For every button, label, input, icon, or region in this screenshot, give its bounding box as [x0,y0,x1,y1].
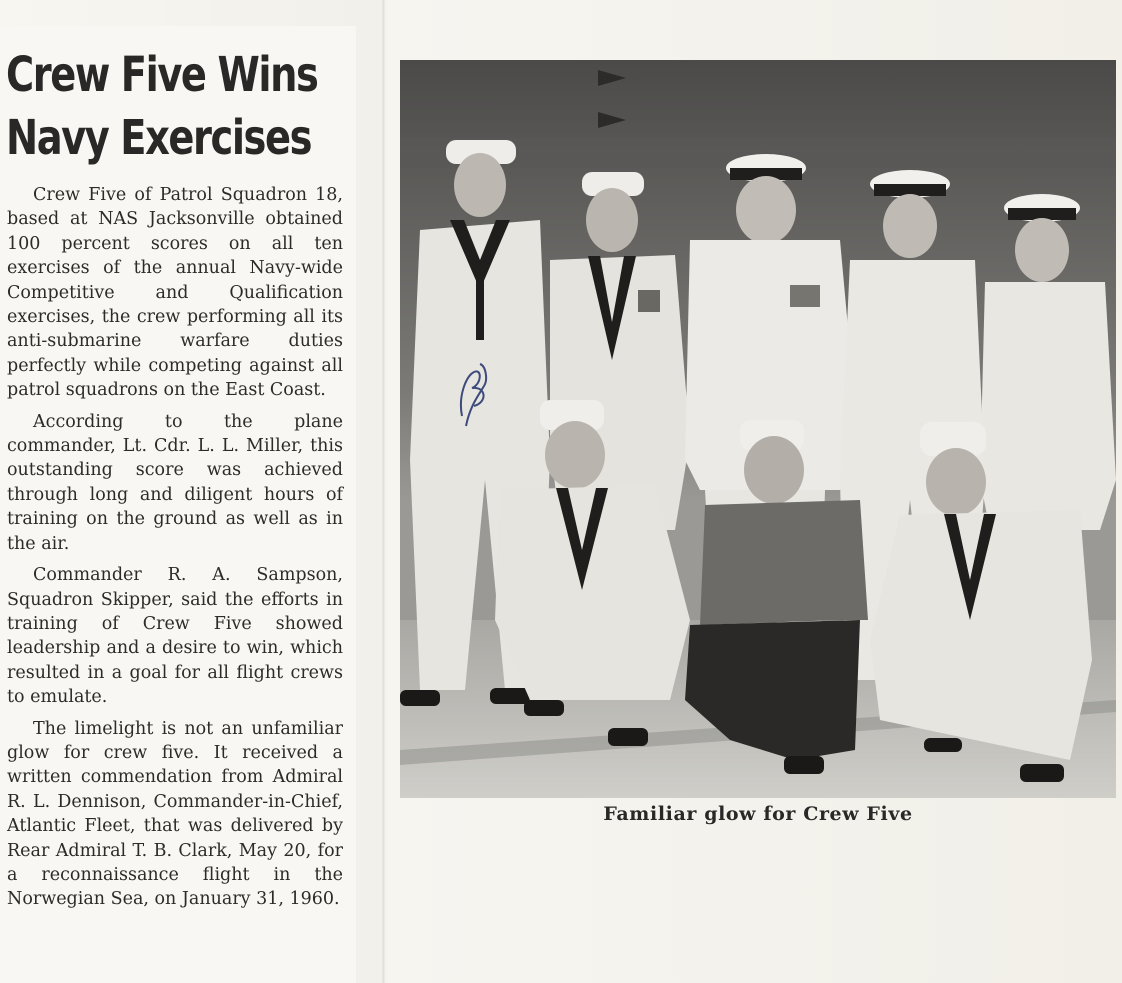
article-paragraph-4: The limelight is not an unfamiliar glow for crew five. It received a written commendation from Admiral R. L. Dennison, Commander-in-Chief, Atlantic Fleet, that was delivered by Rear Admiral T. B. Clark, May 20, for a reconnaissance flight in the Norwegian Sea, on January 31, 1960. [7,718,343,910]
article-paragraph-1: Crew Five of Patrol Squadron 18, based at NAS Jacksonville obtained 100 percent scores on all ten exercises of the annual Navy-wide Competitive and Qualification exercises, the crew performing all its anti-submarine warfare duties perfectly while competing against all patrol squadrons on the East Coast. [7,185,343,401]
headline-line-2: Navy Exercises [6,110,311,166]
crew-photo [400,60,1116,798]
article-paragraph-3: Commander R. A. Sampson, Squadron Skipper, said the efforts in training of Crew Five showed leadership and a desire to win, which resulted in a goal for all flight crews to emulate. [7,565,343,708]
paper-fold [382,0,385,983]
photo-caption: Familiar glow for Crew Five [603,803,913,825]
headline-line-1: Crew Five Wins [6,47,318,103]
crew-photo-illustration [400,60,1116,798]
article-paragraph-2: According to the plane commander, Lt. Cdr. L. L. Miller, this outstanding score was achieved through long and diligent hours of training on the ground as well as in the air. [7,411,343,554]
headline [6,44,318,170]
autograph-signature [452,356,492,430]
article-body [7,183,343,919]
